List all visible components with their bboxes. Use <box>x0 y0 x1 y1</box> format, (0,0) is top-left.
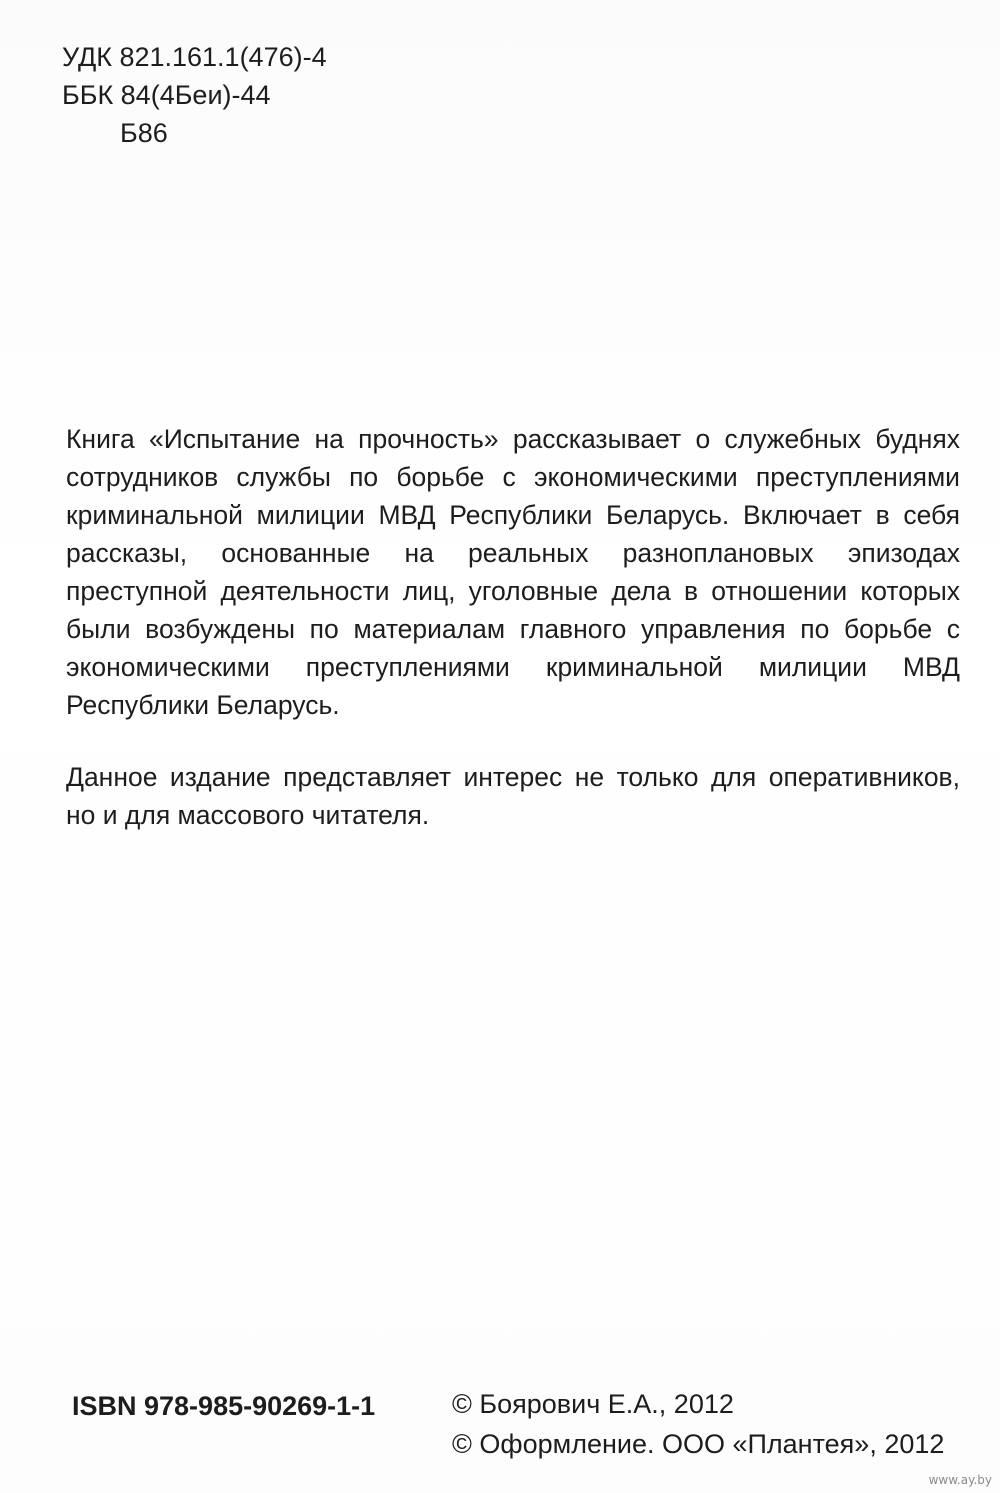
copyright-author: © Боярович Е.А., 2012 <box>452 1389 734 1419</box>
bbk-code: ББК 84(4Беи)-44 <box>62 80 271 110</box>
annotation-paragraph: Данное издание представляет интерес не только для оперативников, но и для массового читателя. <box>66 762 960 830</box>
annotation-block <box>66 420 960 834</box>
copyright-design: © Оформление. ООО «Плантея», 2012 <box>452 1429 945 1459</box>
author-mark: Б86 <box>120 118 168 148</box>
copyright-block <box>452 1384 944 1464</box>
udk-code: УДК 821.161.1(476)-4 <box>62 42 327 72</box>
annotation-paragraph: Книга «Испытание на прочность» рассказывает о служебных буднях сотрудников службы по борьбе с экономическими преступлениями криминальной милиции МВД Республики Беларусь. Включает в себя рассказы, основанные на реальных разноплановых эпизодах преступной деятельности лиц, уголовные дела в отношении которых были возбуждены по материалам главного управления по борьбе с экономическими преступлениями криминальной милиции МВД Республики Беларусь. <box>66 424 960 720</box>
classification-block <box>62 38 327 152</box>
site-watermark: www.ay.by <box>928 1473 992 1487</box>
isbn-number: ISBN 978-985-90269-1-1 <box>72 1391 376 1421</box>
